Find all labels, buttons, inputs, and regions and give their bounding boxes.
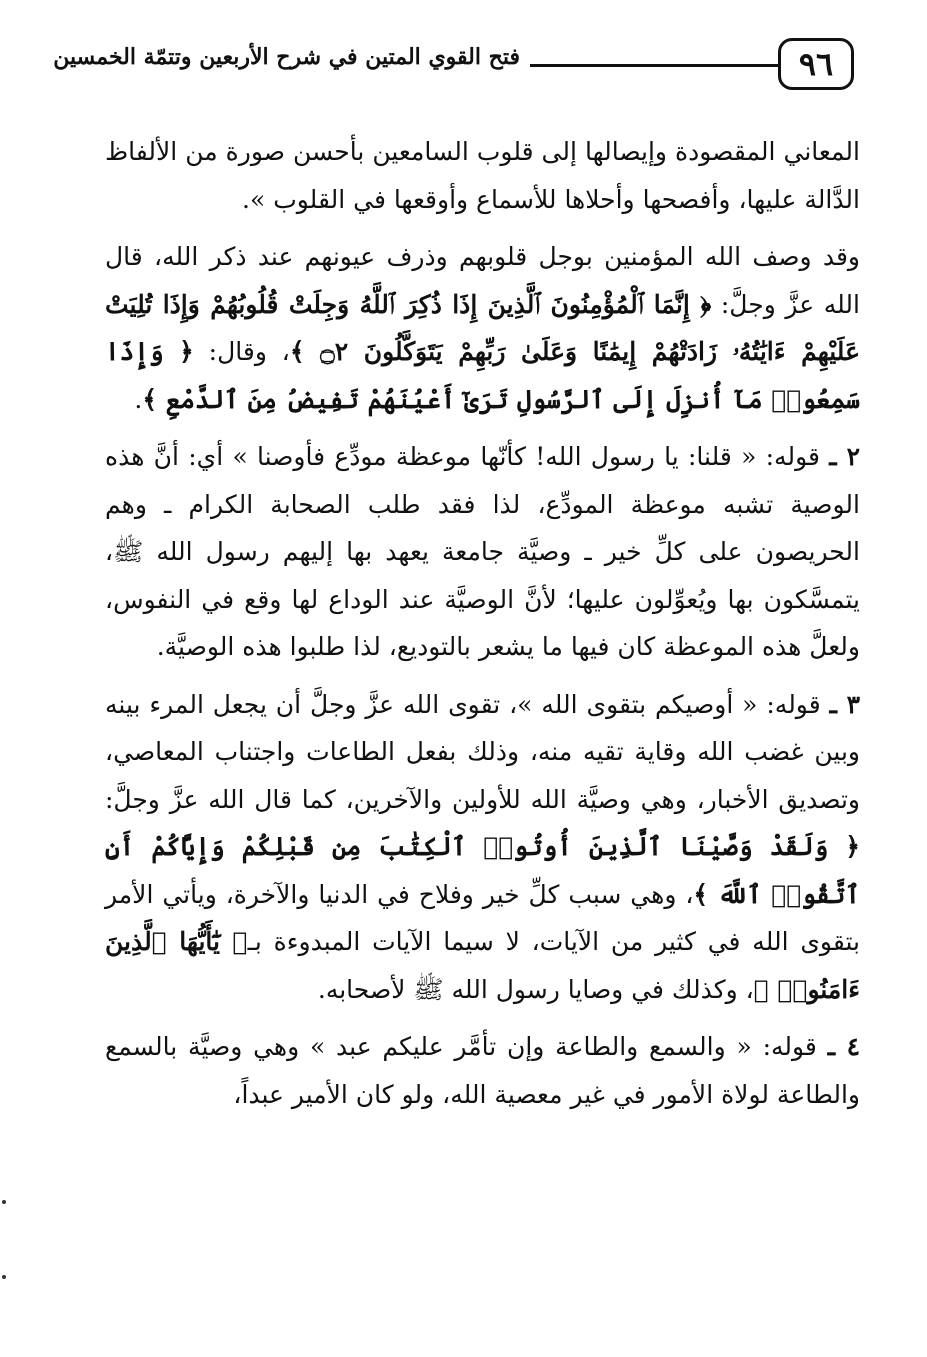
quran-verse: ﴿ إِنَّمَا ٱلْمُؤْمِنُونَ ٱلَّذِينَ إِذَا ذُكِرَ ٱللَّهُ وَجِلَتْ قُلُوبُهُمْ وَإِذَا تُلِيَتْ عَلَيْهِمْ ءَايَٰتُهُۥ زَادَتْهُمْ إِيمَٰنًا وَعَلَىٰ رَبِّهِمْ يَتَوَكَّلُونَ ۝٢ ﴾: [105, 289, 860, 366]
paragraph-text: ، وقال:: [193, 337, 290, 366]
page-body: [105, 128, 860, 1128]
paragraph-2: [105, 233, 860, 423]
scan-mark: [2, 1275, 6, 1279]
item-number: ٤ ـ: [827, 1032, 860, 1061]
paragraph-1: [105, 128, 860, 223]
paragraph-5: [105, 1023, 860, 1118]
paragraph-text: قوله: « أوصيكم بتقوى الله »، تقوى الله عزَّ وجلَّ أن يجعل المرء بينه وبين غضب الله وقاية تقيه منه، وذلك بفعل الطاعات واجتناب المعاصي، وتصديق الأخبار، وهي وصيَّة الله للأولين والآخرين، كما قال الله عزَّ وجلَّ:: [105, 689, 860, 814]
item-number: ٢ ـ: [829, 442, 861, 471]
paragraph-text: ، وكذلك في وصايا رسول الله ﷺ لأصحابه.: [317, 974, 754, 1004]
paragraph-text: .: [134, 384, 143, 414]
quran-verse: ﴿ وَإِذَا سَمِعُوا۟ مَآ أُنزِلَ إِلَى ٱلرَّسُولِ تَرَىٰٓ أَعْيُنَهُمْ تَفِيضُ مِنَ ٱلدَّمْعِ ﴾: [105, 337, 860, 414]
page-header: [53, 34, 865, 96]
paragraph-text: قوله: « قلنا: يا رسول الله! كأنّها موعظة مودِّع فأوصنا » أي: أنَّ هذه الوصية تشبه موعظة المودِّع، لذا فقد طلب الصحابة الكرام ـ وهم الحريصون على كلِّ خير ـ وصيَّة جامعة يعهد بها إليهم رسول الله ﷺ، يتمسَّكون بها ويُعوِّلون عليها؛ لأنَّ الوصيَّة عند الوداع لها وقع في النفوس، ولعلَّ هذه الموعظة كان فيها ما يشعر بالتوديع، لذا طلبوا هذه الوصيَّة.: [105, 442, 861, 661]
quran-verse: ﴿ وَلَقَدْ وَصَّيْنَا ٱلَّذِينَ أُوتُوا۟ ٱلْكِتَٰبَ مِن قَبْلِكُمْ وَإِيَّاكُمْ أَنِ ٱتَّقُوا۟ ٱللَّهَ ﴾: [105, 832, 860, 909]
scan-mark: [2, 1200, 6, 1204]
paragraph-text: وقد وصف الله المؤمنين بوجل قلوبهم وذرف عيونهم عند ذكر الله، قال الله عزَّ وجلَّ:: [105, 242, 860, 319]
paragraph-text: قوله: « والسمع والطاعة وإن تأمَّر عليكم عبد » وهي وصيَّة بالسمع والطاعة لولاة الأمور في غير معصية الله، ولو كان الأمير عبداً،: [105, 1032, 860, 1109]
quran-verse: ﴿ يَٰٓأَيُّهَا ٱلَّذِينَ ءَامَنُوا۟ ﴾: [105, 927, 860, 1004]
paragraph-text: ، وهي سبب كلِّ خير وفلاح في الدنيا والآخرة، ويأتي الأمر بتقوى الله في كثير من الآيات، لا سيما الآيات المبدوءة بـ: [105, 879, 860, 956]
paragraph-4: [105, 681, 860, 1014]
paragraph-text: المعاني المقصودة وإيصالها إلى قلوب السامعين بأحسن صورة من الألفاظ الدَّالة عليها، وأفصحها وأحلاها للأسماع وأوقعها في القلوب ».: [105, 137, 860, 214]
item-number: ٣ ـ: [829, 689, 860, 719]
page-number: ٩٦: [778, 38, 854, 90]
header-rule: [530, 64, 778, 67]
running-title: فتح القوي المتين في شرح الأربعين وتتمّة الخمسين: [53, 44, 520, 70]
paragraph-3: [105, 433, 860, 671]
